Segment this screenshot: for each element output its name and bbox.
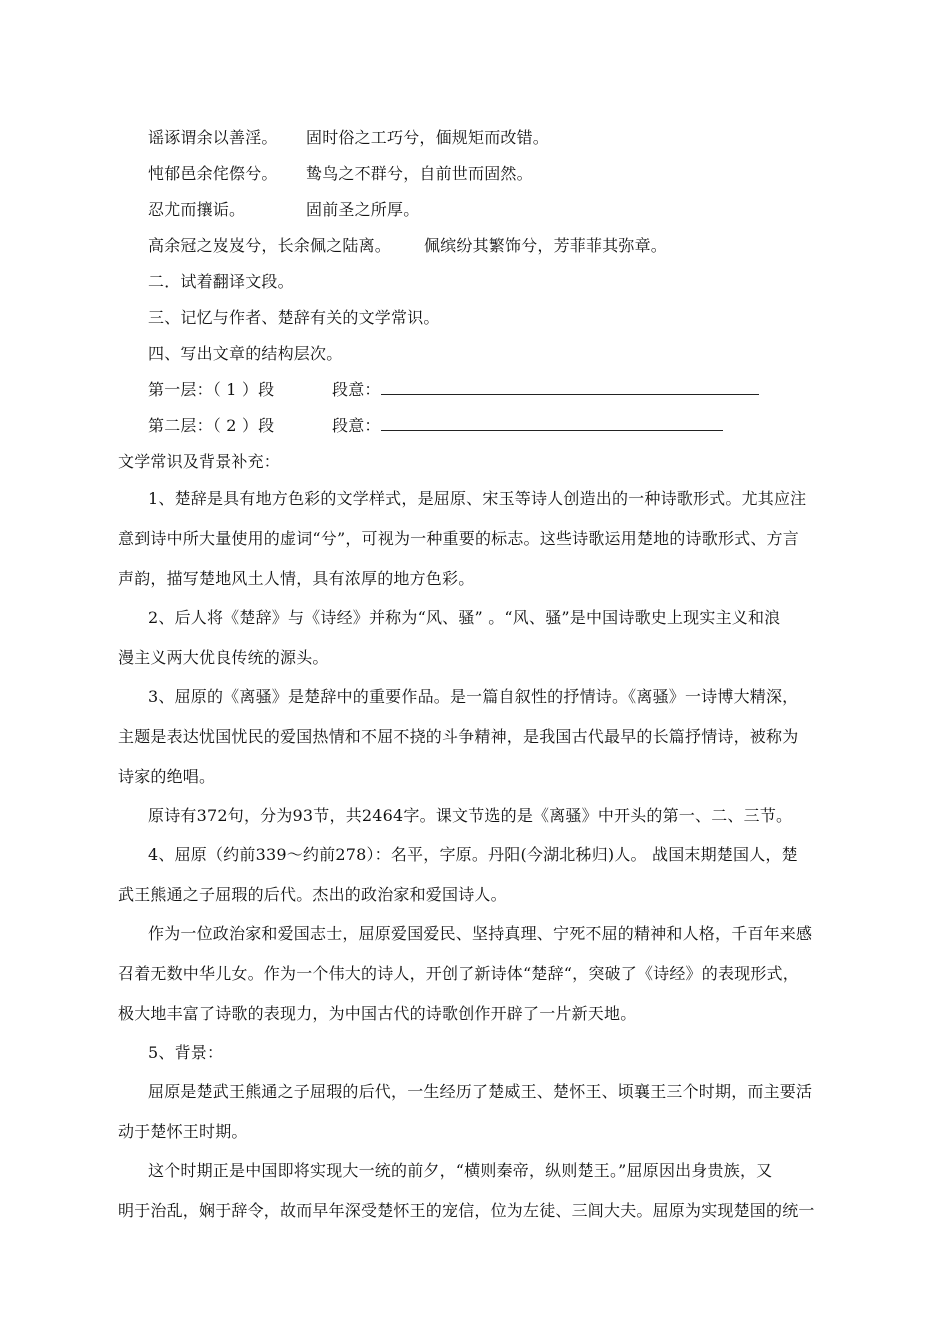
poem-line bbox=[148, 164, 533, 184]
layer-one-row bbox=[148, 380, 759, 400]
layer-one-answer-blank[interactable] bbox=[381, 380, 759, 395]
paragraph-line: 4、屈原（约前339～约前278）：名平，字原。丹阳(今湖北秭归)人。 战国末期楚国人，楚 bbox=[148, 845, 798, 864]
paragraph-line: 主题是表达忧国忧民的爱国热情和不屈不挠的斗争精神，是我国古代最早的长篇抒情诗，被称为 bbox=[118, 727, 799, 746]
task-memorize: 三、记忆与作者、楚辞有关的文学常识。 bbox=[148, 308, 440, 327]
paragraph-line: 2、后人将《楚辞》与《诗经》并称为“风、骚” 。“风、骚”是中国诗歌史上现实主义和浪 bbox=[148, 608, 781, 627]
supplement-heading: 文学常识及背景补充： bbox=[118, 452, 281, 471]
poem-line bbox=[148, 128, 549, 148]
poem-line-first-half: 忳郁邑余侘傺兮。 bbox=[148, 164, 278, 183]
paragraph-line: 明于治乱，娴于辞令，故而早年深受楚怀王的宠信，位为左徒、三闾大夫。屈原为实现楚国的统一 bbox=[118, 1201, 815, 1220]
layer-two-label: 第二层：（ 2 ）段 bbox=[148, 416, 275, 435]
poem-line-second-half: 固前圣之所厚。 bbox=[306, 200, 420, 219]
paragraph-line: 极大地丰富了诗歌的表现力，为中国古代的诗歌创作开辟了一片新天地。 bbox=[118, 1004, 637, 1023]
paragraph-line: 原诗有372句，分为93节，共2464字。课文节选的是《离骚》中开头的第一、二、三节。 bbox=[148, 806, 793, 825]
paragraph-line: 这个时期正是中国即将实现大一统的前夕，“横则秦帝，纵则楚王。”屈原因出身贵族，又 bbox=[148, 1161, 773, 1180]
task-structure: 四、写出文章的结构层次。 bbox=[148, 344, 343, 363]
poem-line-second-half: 鸷鸟之不群兮，自前世而固然。 bbox=[306, 164, 533, 183]
paragraph-line: 诗家的绝唱。 bbox=[118, 767, 216, 786]
paragraph-line: 1、楚辞是具有地方色彩的文学样式，是屈原、宋玉等诗人创造出的一种诗歌形式。尤其应注 bbox=[148, 489, 807, 508]
task-translate: 二．试着翻译文段。 bbox=[148, 272, 294, 291]
paragraph-line: 3、屈原的《离骚》是楚辞中的重要作品。是一篇自叙性的抒情诗。《离骚》一诗博大精深， bbox=[148, 687, 799, 706]
layer-one-label: 第一层：（ 1 ）段 bbox=[148, 380, 275, 399]
paragraph-line: 动于楚怀王时期。 bbox=[118, 1122, 248, 1141]
paragraph-line: 召着无数中华儿女。作为一个伟大的诗人，开创了新诗体“楚辞“，突破了《诗经》的表现形式， bbox=[118, 964, 799, 983]
poem-line bbox=[148, 236, 667, 256]
paragraph-line: 屈原是楚武王熊通之子屈瑕的后代，一生经历了楚威王、楚怀王、顷襄王三个时期，而主要活 bbox=[148, 1082, 813, 1101]
poem-line-first-half: 谣诼谓余以善淫。 bbox=[148, 128, 278, 147]
poem-line-first-half: 忍尤而攘诟。 bbox=[148, 200, 246, 219]
paragraph-line: 声韵，描写楚地风土人情，具有浓厚的地方色彩。 bbox=[118, 569, 475, 588]
layer-two-row bbox=[148, 416, 723, 436]
paragraph-line: 漫主义两大优良传统的源头。 bbox=[118, 648, 329, 667]
poem-line-second-half: 固时俗之工巧兮，偭规矩而改错。 bbox=[306, 128, 550, 147]
layer-two-meaning-label: 段意： bbox=[332, 416, 381, 435]
paragraph-line: 意到诗中所大量使用的虚词“兮”，可视为一种重要的标志。这些诗歌运用楚地的诗歌形式、方言 bbox=[118, 529, 799, 548]
poem-line-first-half: 高余冠之岌岌兮，长余佩之陆离。 bbox=[148, 236, 392, 255]
poem-line bbox=[148, 200, 419, 220]
paragraph-line: 作为一位政治家和爱国志士，屈原爱国爱民、坚持真理、宁死不屈的精神和人格，千百年来感 bbox=[148, 924, 813, 943]
layer-one-meaning-label: 段意： bbox=[332, 380, 381, 399]
poem-line-second-half: 佩缤纷其繁饰兮，芳菲菲其弥章。 bbox=[424, 236, 668, 255]
paragraph-line: 5、背景： bbox=[148, 1043, 224, 1062]
paragraph-line: 武王熊通之子屈瑕的后代。杰出的政治家和爱国诗人。 bbox=[118, 885, 507, 904]
layer-two-answer-blank[interactable] bbox=[381, 416, 723, 431]
